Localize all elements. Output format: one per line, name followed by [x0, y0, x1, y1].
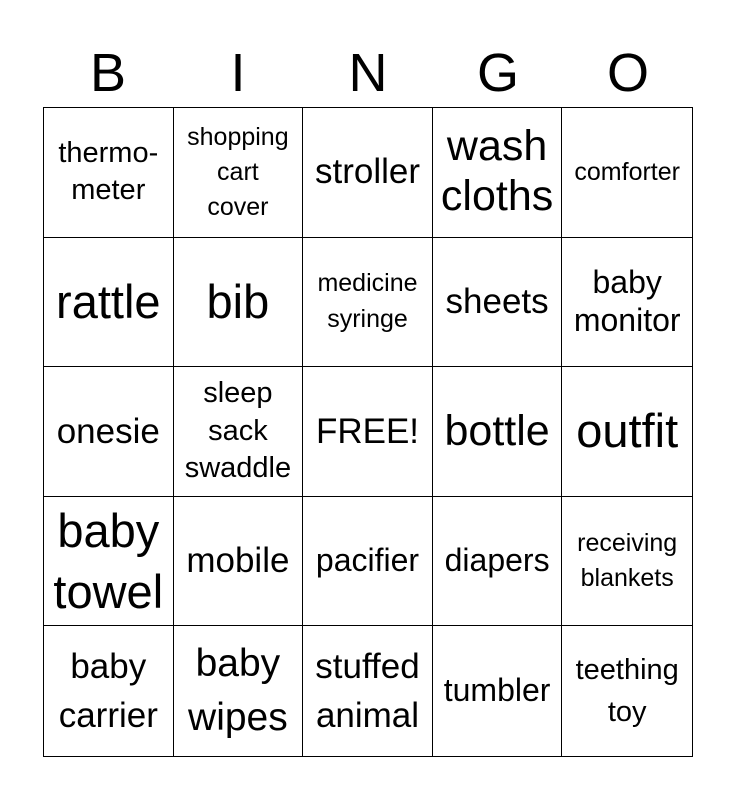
bingo-cell-r5-c1[interactable] — [44, 626, 174, 756]
header-letter-b: B — [89, 43, 127, 103]
bingo-cell-r2-c3[interactable] — [303, 238, 433, 368]
cell-label: tumbler — [443, 672, 551, 709]
cell-label: stroller — [314, 152, 420, 192]
bingo-cell-r4-c1[interactable] — [44, 497, 174, 627]
bingo-cell-r4-c5[interactable] — [562, 497, 692, 627]
header-letter-g: G — [476, 43, 519, 103]
cell-label: mobile — [186, 541, 290, 581]
cell-label: baby wipes — [188, 641, 288, 740]
cell-label: medicine syringe — [317, 269, 418, 333]
cell-label: onesie — [56, 411, 160, 451]
bingo-cell-r1-c4[interactable] — [433, 108, 563, 238]
cell-label: shopping cart cover — [187, 122, 289, 221]
cell-label: pacifier — [315, 542, 420, 579]
header-letter-o: O — [606, 43, 649, 103]
bingo-cell-r3-c2[interactable] — [174, 367, 304, 497]
cell-label: baby carrier — [58, 647, 158, 736]
bingo-cell-r3-c5[interactable] — [562, 367, 692, 497]
bingo-cell-r5-c3[interactable] — [303, 626, 433, 756]
cell-label: teething toy — [575, 654, 679, 729]
bingo-cell-r2-c2[interactable] — [174, 238, 304, 368]
bingo-header — [43, 38, 693, 108]
cell-label: sheets — [445, 281, 549, 321]
cell-label: outfit — [576, 404, 679, 458]
bingo-cell-r5-c4[interactable] — [433, 626, 563, 756]
cell-label: wash cloths — [440, 122, 554, 221]
bingo-cell-r2-c4[interactable] — [433, 238, 563, 368]
bingo-cell-r5-c5[interactable] — [562, 626, 692, 756]
cell-label: thermo- meter — [58, 136, 159, 207]
cell-label: FREE! — [315, 411, 420, 451]
cell-label: diapers — [444, 542, 550, 579]
bingo-cell-r1-c3[interactable] — [303, 108, 433, 238]
bingo-cell-r1-c2[interactable] — [174, 108, 304, 238]
cell-label: baby towel — [53, 504, 164, 619]
bingo-cell-r2-c5[interactable] — [562, 238, 692, 368]
bingo-cell-r3-c4[interactable] — [433, 367, 563, 497]
cell-label: sleep sack swaddle — [184, 376, 292, 485]
cell-label: baby monitor — [573, 264, 681, 338]
bingo-cell-r1-c5[interactable] — [562, 108, 692, 238]
cell-label: bib — [206, 274, 270, 328]
bingo-cell-r2-c1[interactable] — [44, 238, 174, 368]
bingo-cell-r4-c4[interactable] — [433, 497, 563, 627]
bingo-board — [43, 107, 693, 757]
cell-label: comforter — [574, 157, 680, 186]
cell-label: bottle — [444, 406, 550, 455]
cell-label: stuffed animal — [315, 647, 420, 736]
bingo-cell-r3-c3[interactable] — [303, 367, 433, 497]
header-letter-n: N — [348, 43, 388, 103]
bingo-cell-r4-c3[interactable] — [303, 497, 433, 627]
cell-label: rattle — [56, 274, 161, 328]
cell-label: receiving blankets — [577, 528, 678, 593]
header-letter-i: I — [230, 43, 246, 103]
bingo-cell-r3-c1[interactable] — [44, 367, 174, 497]
bingo-cell-r4-c2[interactable] — [174, 497, 304, 627]
bingo-cell-r5-c2[interactable] — [174, 626, 304, 756]
bingo-cell-r1-c1[interactable] — [44, 108, 174, 238]
